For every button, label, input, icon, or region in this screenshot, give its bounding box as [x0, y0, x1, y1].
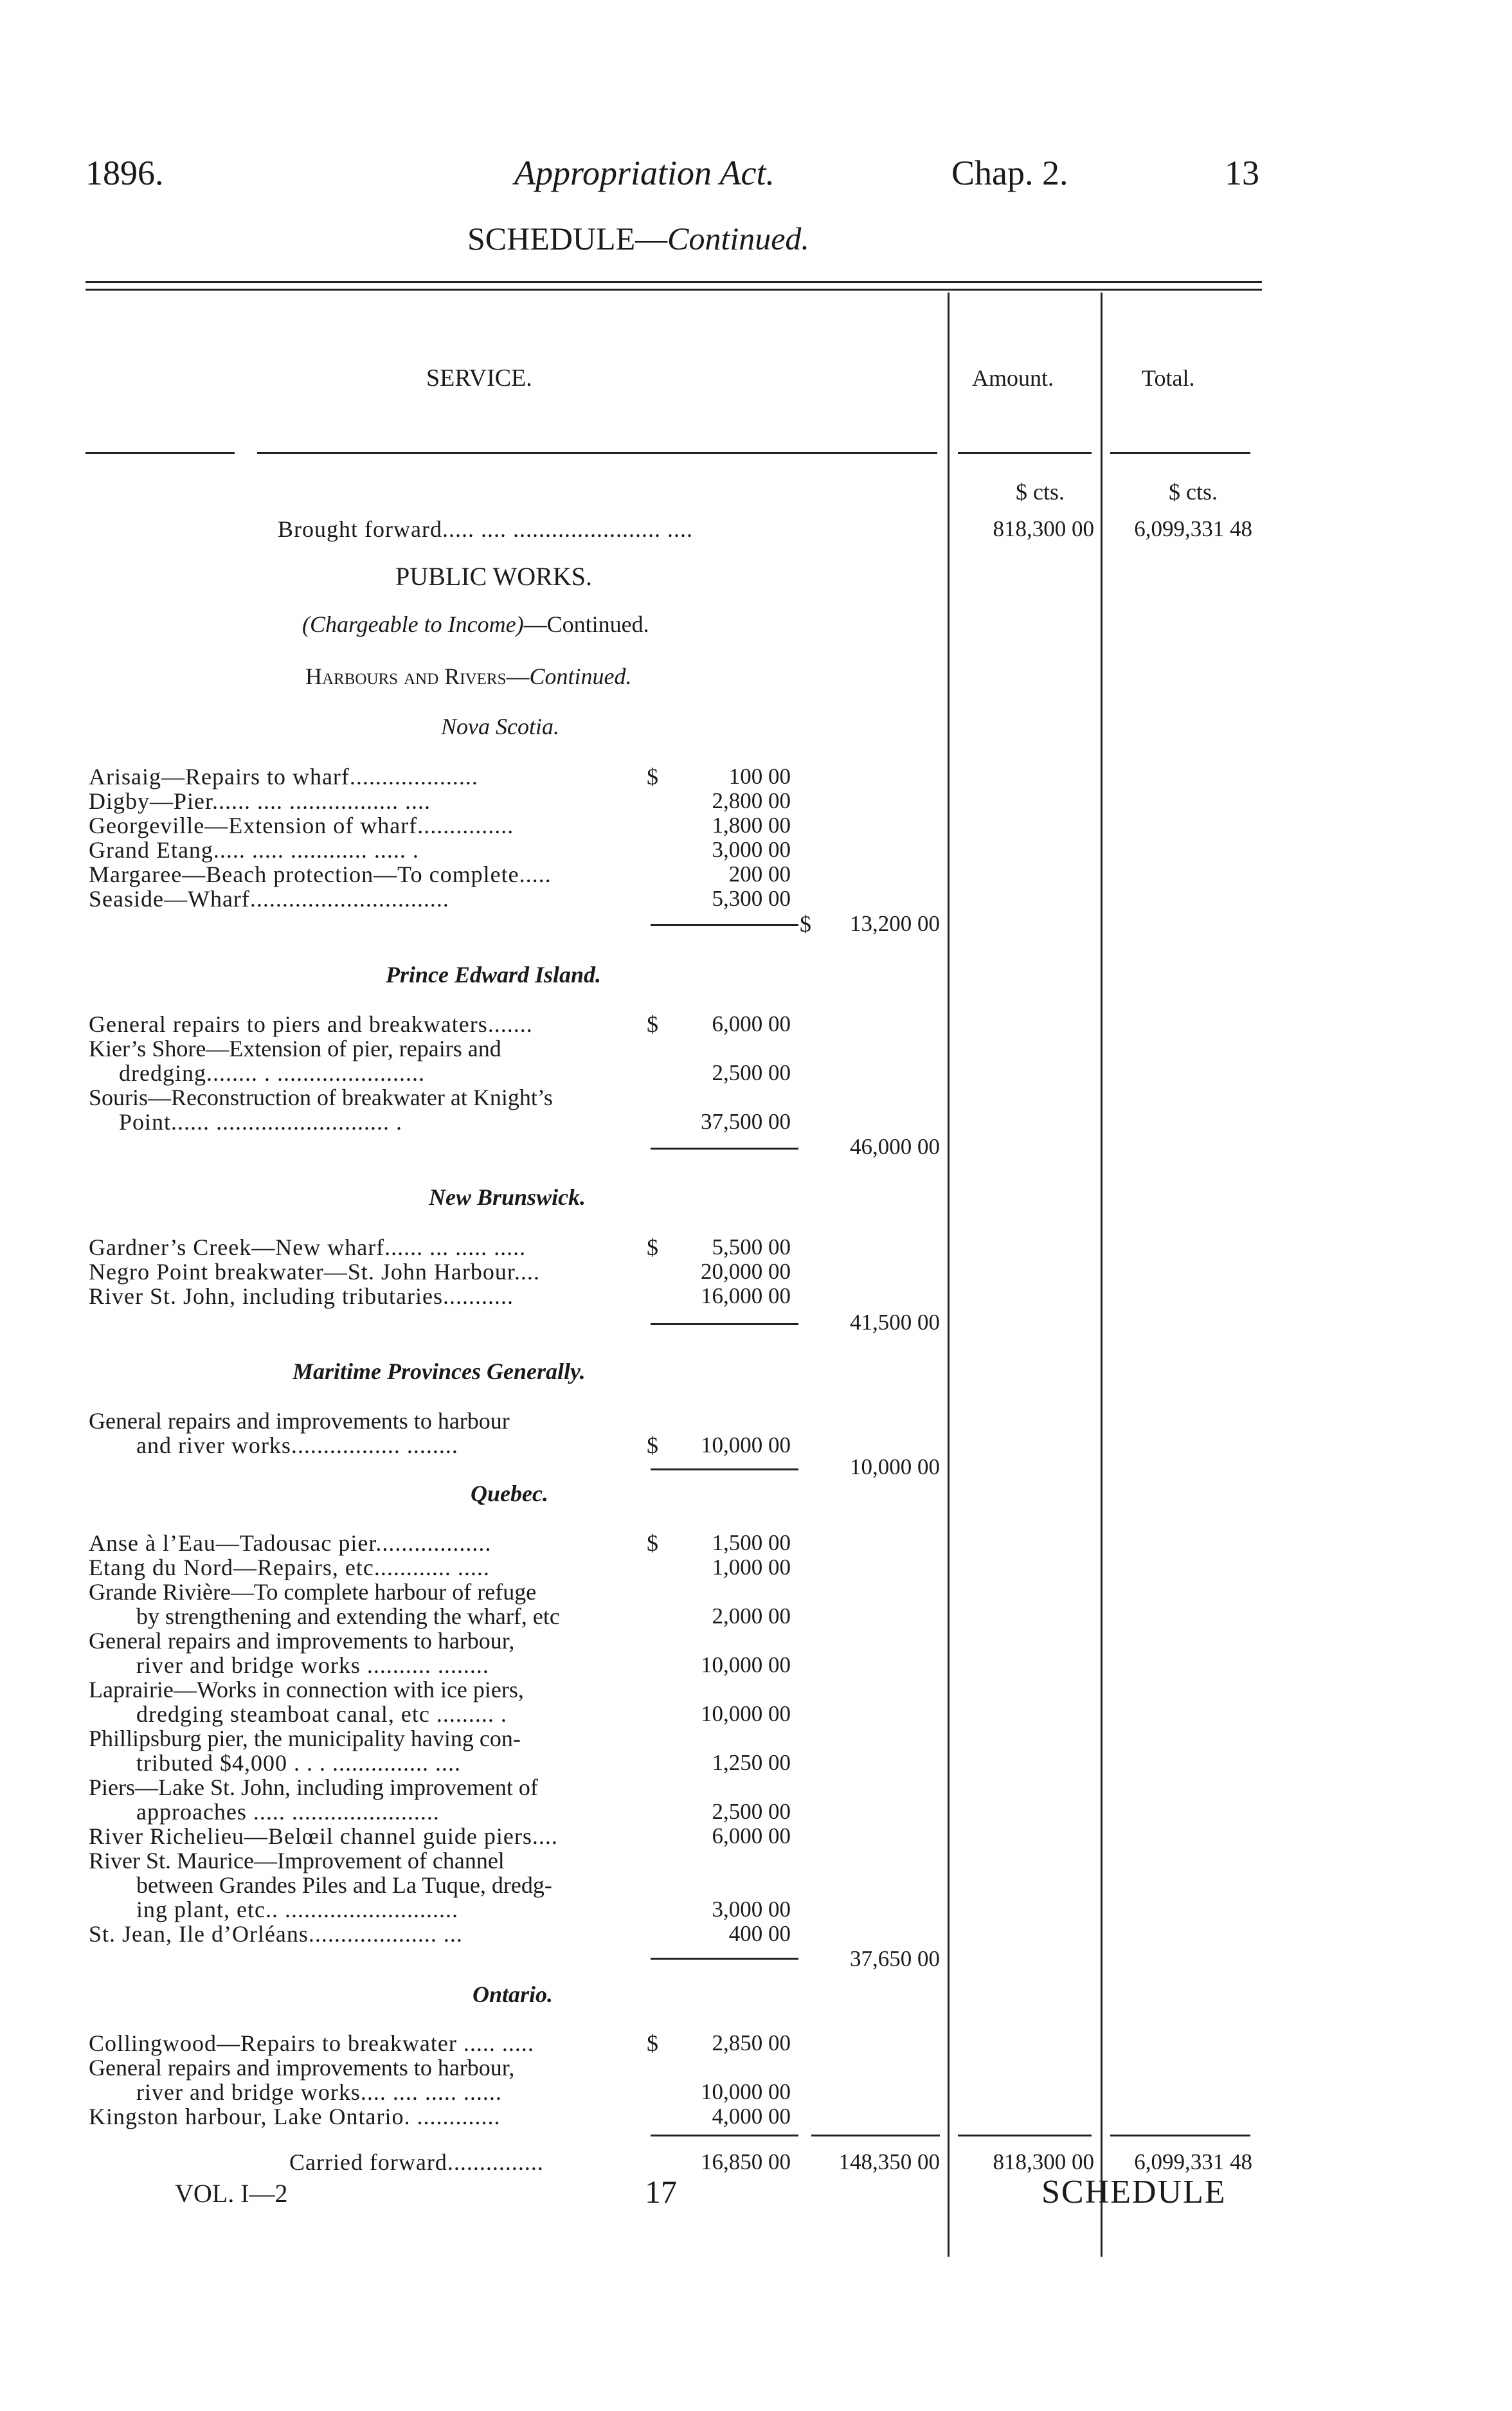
footer-catchword: SCHEDULE [1041, 2174, 1227, 2210]
dollar-sign: $ [800, 911, 811, 937]
carried-rule-items [651, 2135, 798, 2136]
item-value: 20,000 00 [701, 1259, 791, 1284]
list-item: River St. Maurice—Improvement of channel [89, 1848, 505, 1874]
list-item: St. Jean, Ile d’Orléans.................... ... [89, 1921, 463, 1947]
list-item: Margaree—Beach protection—To complete..... [89, 862, 552, 887]
footer-page-number: 17 [645, 2174, 677, 2210]
carried-forward-amount: 818,300 00 [993, 2149, 1094, 2174]
list-item: General repairs and improvements to harbour, [89, 1628, 515, 1654]
list-item: General repairs and improvements to harbour, [89, 2055, 515, 2081]
list-item-continuation: by strengthening and extending the wharf, etc [136, 1603, 560, 1629]
item-value: 10,000 00 [701, 1432, 791, 1458]
total-column-rule [1101, 293, 1102, 2257]
list-item: General repairs and improvements to harbour [89, 1408, 510, 1434]
list-item: General repairs to piers and breakwaters....... [89, 1011, 533, 1037]
item-value: 6,000 00 [712, 1823, 791, 1848]
new-brunswick-rule [651, 1323, 798, 1325]
item-value: 2,000 00 [712, 1603, 791, 1629]
list-item: River Richelieu—Belœil channel guide piers.... [89, 1823, 558, 1849]
maritime-rule [651, 1468, 798, 1470]
quebec-subtotal: 37,650 00 [850, 1946, 940, 1971]
carried-forward-total: 6,099,331 48 [1134, 2149, 1252, 2174]
item-value: 10,000 00 [701, 1652, 791, 1677]
brought-forward-total: 6,099,331 48 [1134, 516, 1252, 541]
list-item: Kier’s Shore—Extension of pier, repairs and [89, 1036, 501, 1061]
list-item: Grande Rivière—To complete harbour of refuge [89, 1579, 537, 1605]
item-value: 100 00 [728, 764, 791, 789]
list-item: Piers—Lake St. John, including improvement of [89, 1774, 538, 1800]
maritime-heading: Maritime Provinces Generally. [292, 1359, 586, 1384]
dollar-sign: $ [647, 1432, 658, 1458]
item-value: 37,500 00 [701, 1109, 791, 1134]
brought-forward-label: Brought forward..... .... ....................... .... [278, 516, 693, 542]
dollar-sign: $ [647, 2030, 658, 2056]
pei-subtotal: 46,000 00 [850, 1134, 940, 1159]
header-page-number: 13 [1225, 154, 1259, 192]
heading-rule-3 [958, 452, 1092, 454]
list-item: Digby—Pier...... .... ................. .... [89, 788, 431, 814]
carried-forward-items: 16,850 00 [701, 2149, 791, 2174]
title-rule-bottom [86, 289, 1262, 291]
item-value: 5,300 00 [712, 886, 791, 911]
item-value: 1,250 00 [712, 1750, 791, 1775]
list-item-continuation: Point...... ........................... . [119, 1109, 403, 1135]
list-item: Etang du Nord—Repairs, etc............ ..... [89, 1555, 490, 1580]
carried-rule-subtotals [811, 2135, 940, 2136]
list-item: Arisaig—Repairs to wharf.................... [89, 764, 478, 790]
list-item: Kingston harbour, Lake Ontario. ............. [89, 2104, 501, 2129]
item-value: 10,000 00 [701, 2079, 791, 2104]
quebec-rule [651, 1958, 798, 1960]
item-value: 2,850 00 [712, 2030, 791, 2055]
carried-rule-total [1110, 2135, 1250, 2136]
section-public-works: PUBLIC WORKS. [395, 562, 592, 591]
item-value: 6,000 00 [712, 1011, 791, 1036]
carried-rule-amount [958, 2135, 1092, 2136]
heading-rule-1 [86, 452, 235, 454]
item-value: 2,800 00 [712, 788, 791, 813]
list-item-continuation: tributed $4,000 . . . ............... .... [136, 1750, 461, 1776]
list-item: Souris—Reconstruction of breakwater at Knight’s [89, 1085, 553, 1110]
list-item-continuation: river and bridge works .......... ........ [136, 1652, 489, 1678]
header-act-title: Appropriation Act. [514, 154, 775, 192]
dollar-sign: $ [647, 1234, 658, 1260]
pei-rule [651, 1148, 798, 1150]
brought-forward-amount: 818,300 00 [993, 516, 1094, 541]
column-heading-amount: Amount. [972, 365, 1054, 391]
list-item: River St. John, including tributaries........... [89, 1283, 514, 1309]
header-chapter: Chap. 2. [951, 154, 1068, 192]
list-item-continuation: river and bridge works.... .... ..... ...... [136, 2079, 502, 2105]
list-item: Collingwood—Repairs to breakwater ..... ..... [89, 2030, 534, 2056]
new-brunswick-heading: New Brunswick. [429, 1184, 586, 1210]
list-item-continuation: between Grandes Piles and La Tuque, dredg- [136, 1872, 552, 1898]
item-value: 2,500 00 [712, 1060, 791, 1085]
column-heading-service: SERVICE. [426, 365, 532, 392]
item-value: 3,000 00 [712, 837, 791, 862]
maritime-subtotal: 10,000 00 [850, 1454, 940, 1479]
item-value: 1,000 00 [712, 1555, 791, 1580]
list-item: Seaside—Wharf............................... [89, 886, 449, 912]
nova-scotia-subtotal: 13,200 00 [850, 911, 940, 936]
total-unit: $ cts. [1169, 479, 1218, 505]
heading-rule-2 [257, 452, 937, 454]
list-item: Anse à l’Eau—Tadousac pier.................. [89, 1530, 492, 1556]
item-value: 5,500 00 [712, 1234, 791, 1260]
list-item: Laprairie—Works in connection with ice piers, [89, 1677, 524, 1702]
item-value: 1,800 00 [712, 813, 791, 838]
list-item: Negro Point breakwater—St. John Harbour.... [89, 1259, 540, 1285]
carried-forward-subtotals: 148,350 00 [838, 2149, 940, 2174]
nova-scotia-rule [651, 924, 798, 926]
heading-rule-4 [1110, 452, 1250, 454]
list-item-continuation: dredging steamboat canal, etc ......... . [136, 1701, 507, 1727]
list-item: Phillipsburg pier, the municipality having con- [89, 1726, 521, 1751]
list-item-continuation: dredging........ . ....................... [119, 1060, 425, 1086]
list-item: Grand Etang..... ..... ............ ..... . [89, 837, 419, 863]
item-value: 2,500 00 [712, 1799, 791, 1824]
new-brunswick-subtotal: 41,500 00 [850, 1310, 940, 1335]
dollar-sign: $ [647, 1011, 658, 1037]
list-item-continuation: ing plant, etc.. ........................... [136, 1897, 458, 1922]
list-item-continuation: approaches ..... ....................... [136, 1799, 440, 1825]
item-value: 10,000 00 [701, 1701, 791, 1726]
header-year: 1896. [86, 154, 164, 192]
footer-volume: VOL. I—2 [175, 2179, 288, 2208]
column-heading-total: Total. [1142, 365, 1195, 391]
list-item: Georgeville—Extension of wharf............... [89, 813, 514, 838]
item-value: 200 00 [728, 862, 791, 887]
ontario-heading: Ontario. [473, 1982, 554, 2007]
item-value: 3,000 00 [712, 1897, 791, 1922]
carried-forward-label: Carried forward............... [289, 2149, 544, 2175]
amount-unit: $ cts. [1016, 479, 1065, 505]
item-value: 400 00 [728, 1921, 791, 1946]
nova-scotia-heading: Nova Scotia. [441, 714, 559, 739]
item-value: 1,500 00 [712, 1530, 791, 1555]
title-rule-top [86, 281, 1262, 283]
item-value: 4,000 00 [712, 2104, 791, 2129]
dollar-sign: $ [647, 1530, 658, 1556]
list-item: Gardner’s Creek—New wharf...... ... ..... ..... [89, 1234, 526, 1260]
harbours-heading: Harbours and Rivers—Continued. [305, 664, 632, 689]
list-item-continuation: and river works................. ........ [136, 1432, 458, 1458]
dollar-sign: $ [647, 764, 658, 790]
chargeable-heading: (Chargeable to Income)—Continued. [302, 611, 649, 637]
pei-heading: Prince Edward Island. [386, 962, 602, 988]
schedule-title: SCHEDULE—Continued. [467, 221, 809, 257]
amount-column-rule [948, 293, 950, 2257]
quebec-heading: Quebec. [471, 1481, 548, 1506]
item-value: 16,000 00 [701, 1283, 791, 1308]
